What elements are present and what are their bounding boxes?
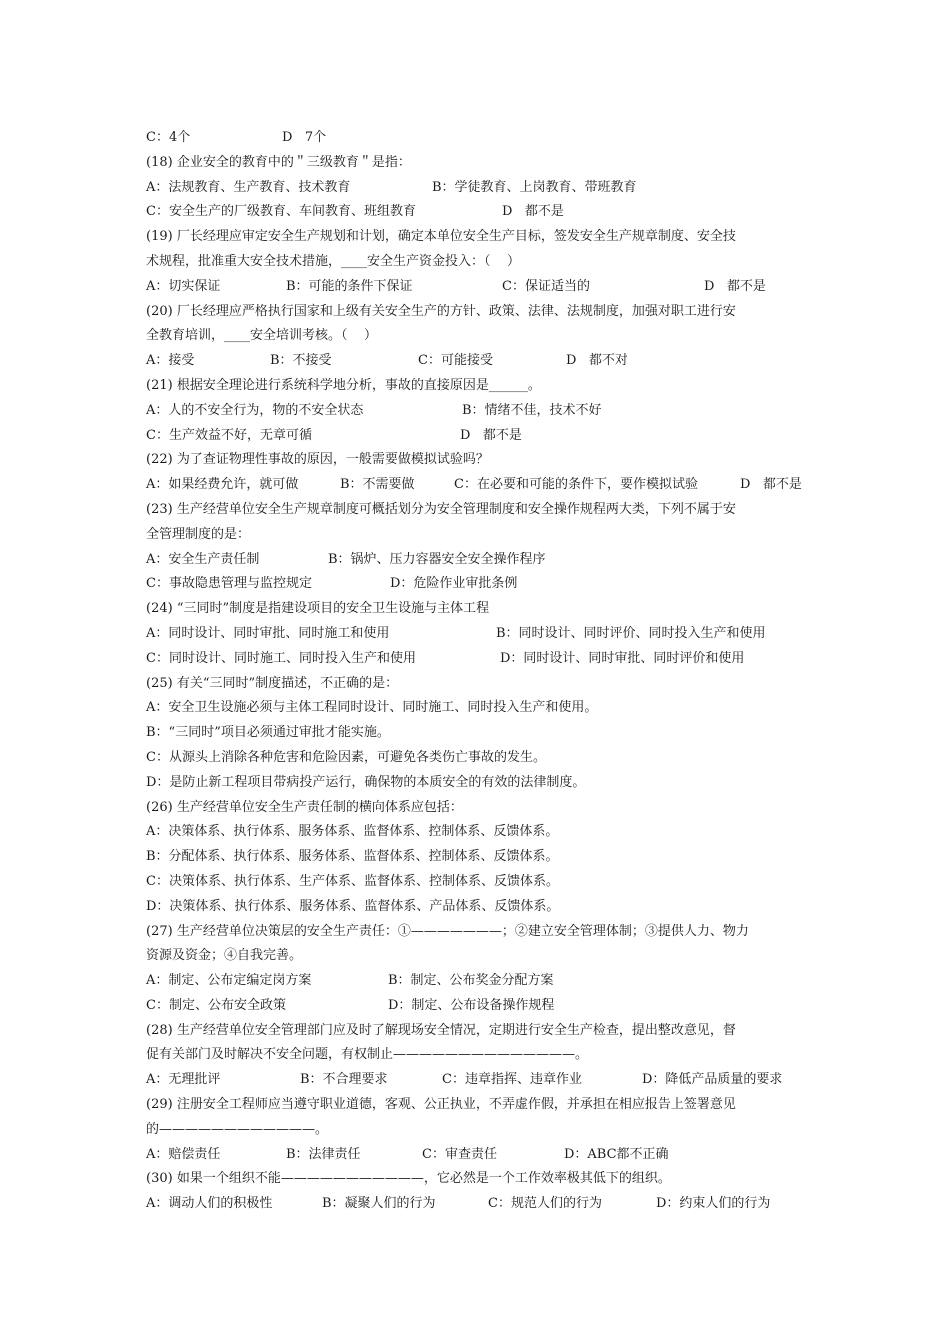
options-line	[146, 200, 816, 225]
text-line: 促有关部门及时解决不安全问题，有权制止——————————————。	[146, 1047, 589, 1063]
text-line: (29) 注册安全工程师应当遵守职业道德，客观、公正执业，不弄虚作假，并承担在相应报告上签署意见	[146, 1097, 736, 1113]
answer-option: C：审查责任	[422, 1146, 497, 1162]
text-line: 全教育培训，____安全培训考核。（ ）	[146, 328, 378, 344]
answer-option: C：生产效益不好，无章可循	[146, 427, 312, 443]
text-line: (27) 生产经营单位决策层的安全生产责任：①———————；②建立安全管理体制；③提供人力、物力	[146, 923, 749, 939]
answer-option: D 7个	[282, 130, 327, 145]
text-line: (25) 有关“三同时”制度描述，不正确的是：	[146, 675, 399, 691]
text-line: 资源及资金；④自我完善。	[146, 948, 303, 964]
answer-option: D：危险作业审批条例	[390, 576, 518, 592]
answer-option: A：调动人们的积极性	[146, 1196, 273, 1212]
text-line: D：是防止新工程项目带病投产运行，确保物的本质安全的有效的法律制度。	[146, 774, 586, 790]
answer-option: C：可能接受	[418, 353, 493, 369]
answer-option: B：不合理要求	[300, 1072, 388, 1088]
text-line: A：决策体系、执行体系、服务体系、监督体系、控制体系、反馈体系。	[146, 824, 559, 840]
answer-option: B：不接受	[270, 353, 332, 369]
options-line	[146, 647, 816, 672]
answer-option: B：锅炉、压力容器安全安全操作程序	[328, 551, 546, 567]
text-line: (26) 生产经营单位安全生产责任制的横向体系应包括：	[146, 799, 463, 815]
options-line	[146, 1192, 816, 1217]
answer-option: D：同时设计、同时审批、同时评价和使用	[500, 650, 745, 666]
options-line	[146, 622, 816, 647]
options-line	[146, 994, 816, 1019]
options-line	[146, 424, 816, 449]
answer-option: A：制定、公布定编定岗方案	[146, 973, 312, 989]
options-line	[146, 572, 816, 597]
text-line: (21) 根据安全理论进行系统科学地分析，事故的直接原因是______。	[146, 377, 541, 393]
text-line: (20) 厂长经理应严格执行国家和上级有关安全生产的方针、政策、法律、法规制度，加强对职工进行安	[146, 303, 736, 319]
answer-option: D：约束人们的行为	[656, 1196, 771, 1212]
answer-option: A：如果经费允许，就可做	[146, 477, 299, 493]
answer-option: A：无理批评	[146, 1072, 221, 1088]
answer-option: A：法规教育、生产教育、技术教育	[146, 179, 351, 195]
answer-option: C：4个	[146, 130, 191, 145]
options-line	[146, 275, 816, 300]
answer-option: B：法律责任	[286, 1146, 361, 1162]
document-page	[146, 126, 816, 1217]
answer-option: C：安全生产的厂级教育、车间教育、班组教育	[146, 204, 416, 220]
answer-option: B：情绪不佳，技术不好	[462, 402, 602, 418]
options-line	[146, 349, 816, 374]
answer-option: B：学徒教育、上岗教育、带班教育	[432, 179, 637, 195]
answer-option: C：违章指挥、违章作业	[442, 1072, 582, 1088]
answer-option: A：同时设计、同时审批、同时施工和使用	[146, 625, 390, 641]
answer-option: B：可能的条件下保证	[286, 278, 413, 294]
answer-option: A：安全生产责任制	[146, 551, 260, 567]
text-line: (23) 生产经营单位安全生产规章制度可概括划分为安全管理制度和安全操作规程两大类，下列不属于安	[146, 501, 736, 517]
answer-option: D：制定、公布设备操作规程	[388, 997, 555, 1013]
text-line: (22) 为了查证物理性事故的原因，一般需要做模拟试验吗？	[146, 452, 489, 468]
text-line: 术规程，批准重大安全技术措施，____安全生产资金投入：（ ）	[146, 253, 521, 269]
answer-option: D 都不是	[740, 477, 802, 493]
answer-option: D 都不是	[502, 204, 564, 220]
text-line: C：决策体系、执行体系、生产体系、监督体系、控制体系、反馈体系。	[146, 873, 559, 889]
options-line	[146, 176, 816, 201]
options-line	[146, 548, 816, 573]
text-line: 全管理制度的是：	[146, 526, 251, 542]
options-line	[146, 1143, 816, 1168]
options-line	[146, 399, 816, 424]
answer-option: B：同时设计、同时评价、同时投入生产和使用	[496, 625, 766, 641]
answer-option: C：同时设计、同时施工、同时投入生产和使用	[146, 650, 416, 666]
answer-option: A：赔偿责任	[146, 1146, 221, 1162]
answer-option: B：制定、公布奖金分配方案	[388, 973, 554, 989]
text-line: (30) 如果一个组织不能———————————，它必然是一个工作效率极其低下的组织。	[146, 1171, 671, 1187]
answer-option: A：接受	[146, 353, 195, 369]
text-line: 的————————————。	[146, 1121, 329, 1137]
answer-option: C：事故隐患管理与监控规定	[146, 576, 312, 592]
options-line	[146, 126, 816, 151]
answer-option: C：保证适当的	[502, 278, 590, 294]
text-line: (24) “三同时”制度是指建设项目的安全卫生设施与主体工程	[146, 601, 490, 617]
options-line	[146, 1068, 816, 1093]
answer-option: D 都不是	[704, 278, 766, 294]
text-line: B：“三同时”项目必须通过审批才能实施。	[146, 725, 390, 741]
text-line: B：分配体系、执行体系、服务体系、监督体系、控制体系、反馈体系。	[146, 849, 559, 865]
text-line: D：决策体系、执行体系、服务体系、监督体系、产品体系、反馈体系。	[146, 898, 560, 914]
text-line: C：从源头上消除各种危害和危险因素，可避免各类伤亡事故的发生。	[146, 749, 546, 765]
options-line	[146, 473, 816, 498]
answer-option: C：制定、公布安全政策	[146, 997, 286, 1013]
options-line	[146, 969, 816, 994]
answer-option: B：凝聚人们的行为	[322, 1196, 436, 1212]
answer-option: D：ABC都不正确	[564, 1146, 669, 1162]
answer-option: A：人的不安全行为，物的不安全状态	[146, 402, 364, 418]
answer-option: C：规范人们的行为	[488, 1196, 602, 1212]
answer-option: B：不需要做	[340, 477, 415, 493]
answer-option: C：在必要和可能的条件下，要作模拟试验	[454, 477, 698, 493]
text-line: (18) 企业安全的教育中的＂三级教育＂是指：	[146, 154, 411, 170]
text-line: A：安全卫生设施必须与主体工程同时设计、同时施工、同时投入生产和使用。	[146, 700, 598, 716]
text-line: (28) 生产经营单位安全管理部门应及时了解现场安全情况，定期进行安全生产检查，提出整改意见，督	[146, 1022, 736, 1038]
text-line: (19) 厂长经理应审定安全生产规划和计划，确定本单位安全生产目标，签发安全生产规章制度、安全技	[146, 229, 736, 245]
answer-option: D 都不是	[460, 427, 522, 443]
answer-option: D 都不对	[566, 353, 628, 369]
answer-option: A：切实保证	[146, 278, 221, 294]
answer-option: D：降低产品质量的要求	[642, 1072, 783, 1088]
